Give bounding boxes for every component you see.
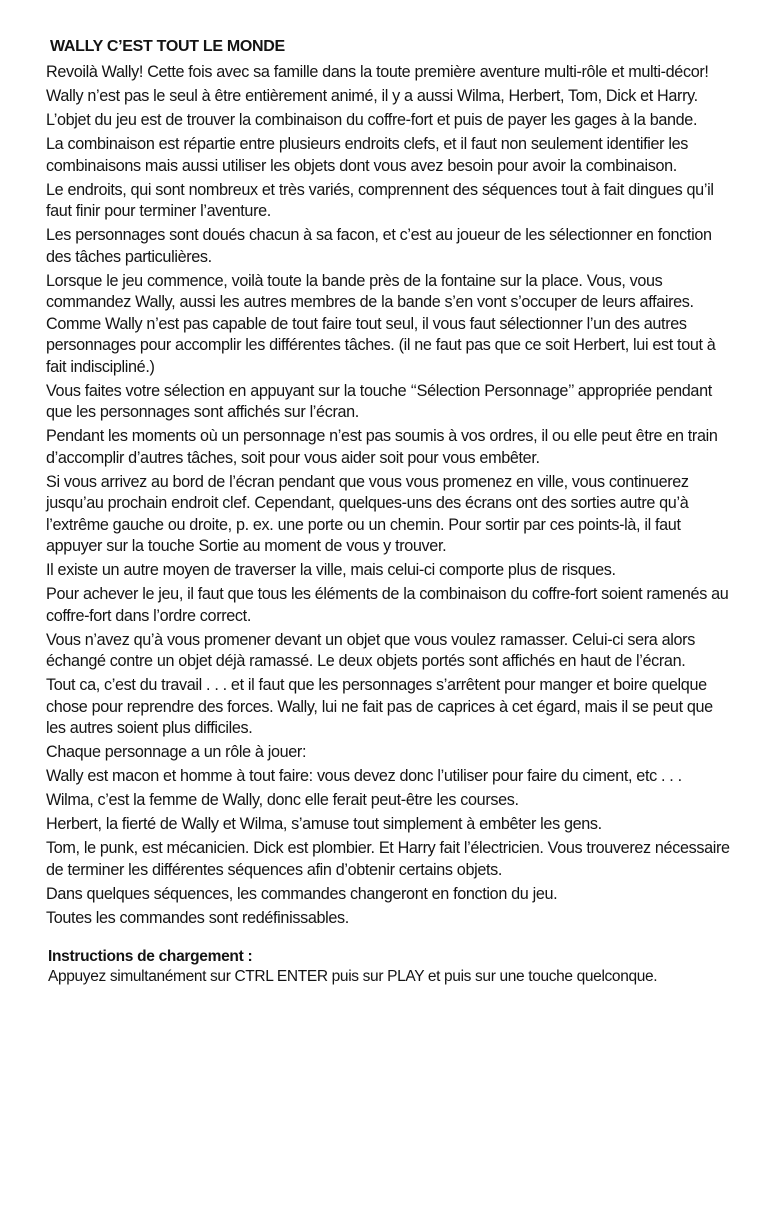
paragraph: Pour achever le jeu, il faut que tous les éléments de la combinaison du coffre-fort soient ramenés au coffre-fort dans l’ordre correct. — [46, 585, 729, 625]
paragraph: Il existe un autre moyen de traverser la ville, mais celui-ci comporte plus de risques. — [46, 561, 616, 579]
paragraph: Herbert, la fierté de Wally et Wilma, s’amuse tout simplement à embêter les gens. — [46, 815, 602, 833]
loading-instructions-text: Appuyez simultanément sur CTRL ENTER puis sur PLAY et puis sur une touche quelconque. — [48, 968, 658, 985]
paragraph: Wally est macon et homme à tout faire: vous devez donc l’utiliser pour faire du ciment, etc . . . — [46, 767, 682, 785]
paragraph: Le endroits, qui sont nombreux et très variés, comprennent des séquences tout à fait dingues qu’il faut finir pour terminer l’aventure. — [46, 180, 714, 220]
paragraph: Pendant les moments où un personnage n’est pas soumis à vos ordres, il ou elle peut être en train d’accomplir d’autres tâches, soit pour vous aider soit pour vous embêter. — [46, 427, 718, 467]
manual-page — [46, 36, 736, 987]
loading-instructions-heading: Instructions de chargement : — [48, 948, 253, 965]
paragraph: Toutes les commandes sont redéfinissables. — [46, 908, 349, 927]
paragraph: Wilma, c’est la femme de Wally, donc elle ferait peut-être les courses. — [46, 791, 519, 809]
paragraph: Wally n’est pas le seul à être entièrement animé, il y a aussi Wilma, Herbert, Tom, Dick et Harry. — [46, 87, 698, 105]
document-title: WALLY C’EST TOUT LE MONDE — [50, 38, 285, 55]
paragraph: Chaque personnage a un rôle à jouer: — [46, 743, 307, 761]
body-text — [46, 62, 736, 929]
paragraph: Dans quelques séquences, les commandes changeront en fonction du jeu. — [46, 884, 558, 903]
paragraph: Vous faites votre sélection en appuyant sur la touche ‘‘Sélection Personnage’’ appropriée pendant que les personnages sont affichés sur l’écran. — [46, 381, 712, 421]
paragraph: La combinaison est répartie entre plusieurs endroits clefs, et il faut non seulement identifier les combinaisons mais aussi utiliser les objets dont vous avez besoin pour avoir la combinaison. — [46, 135, 688, 175]
paragraph: Si vous arrivez au bord de l’écran pendant que vous vous promenez en ville, vous continuerez jusqu’au prochain endroit clef. Cependant, quelques-uns des écrans ont des sorties autre qu’à l’extrême gauche ou droite, p. ex. une porte ou un chemin. Pour sortir par ces points-là, il faut appuyer sur la touche Sortie au moment de vous y trouver. — [46, 472, 689, 555]
paragraph: Tout ca, c’est du travail . . . et il faut que les personnages s’arrêtent pour manger et boire quelque chose pour reprendre des forces. Wally, lui ne fait pas de caprices à cet égard, mais il se peut que les autres soient plus difficiles. — [46, 676, 713, 737]
paragraph: Les personnages sont doués chacun à sa facon, et c’est au joueur de les sélectionner en fonction des tâches particulières. — [46, 226, 712, 266]
paragraph: Revoilà Wally! Cette fois avec sa famille dans la toute première aventure multi-rôle et multi-décor! — [46, 63, 709, 81]
paragraph: L’objet du jeu est de trouver la combinaison du coffre-fort et puis de payer les gages à la bande. — [46, 111, 698, 129]
paragraph: Vous n’avez qu’à vous promener devant un objet que vous voulez ramasser. Celui-ci sera alors échangé contre un objet déjà ramassé. Le deux objets portés sont affichés en haut de l’écran. — [46, 630, 695, 670]
paragraph: Tom, le punk, est mécanicien. Dick est plombier. Et Harry fait l’électricien. Vous trouverez nécessaire de terminer les différentes séquences afin d’obtenir certains objets. — [46, 839, 730, 879]
paragraph: Lorsque le jeu commence, voilà toute la bande près de la fontaine sur la place. Vous, vous commandez Wally, aussi les autres membres de la bande s’en vont s’occuper de leurs affaires. Comme Wally n’est pas capable de tout faire tout seul, il vous faut sélectionner l’un des autres personnages pour accomplir les différentes tâches. (il ne faut pas que ce soit Herbert, lui est tout à fait indiscipliné.) — [46, 271, 716, 376]
